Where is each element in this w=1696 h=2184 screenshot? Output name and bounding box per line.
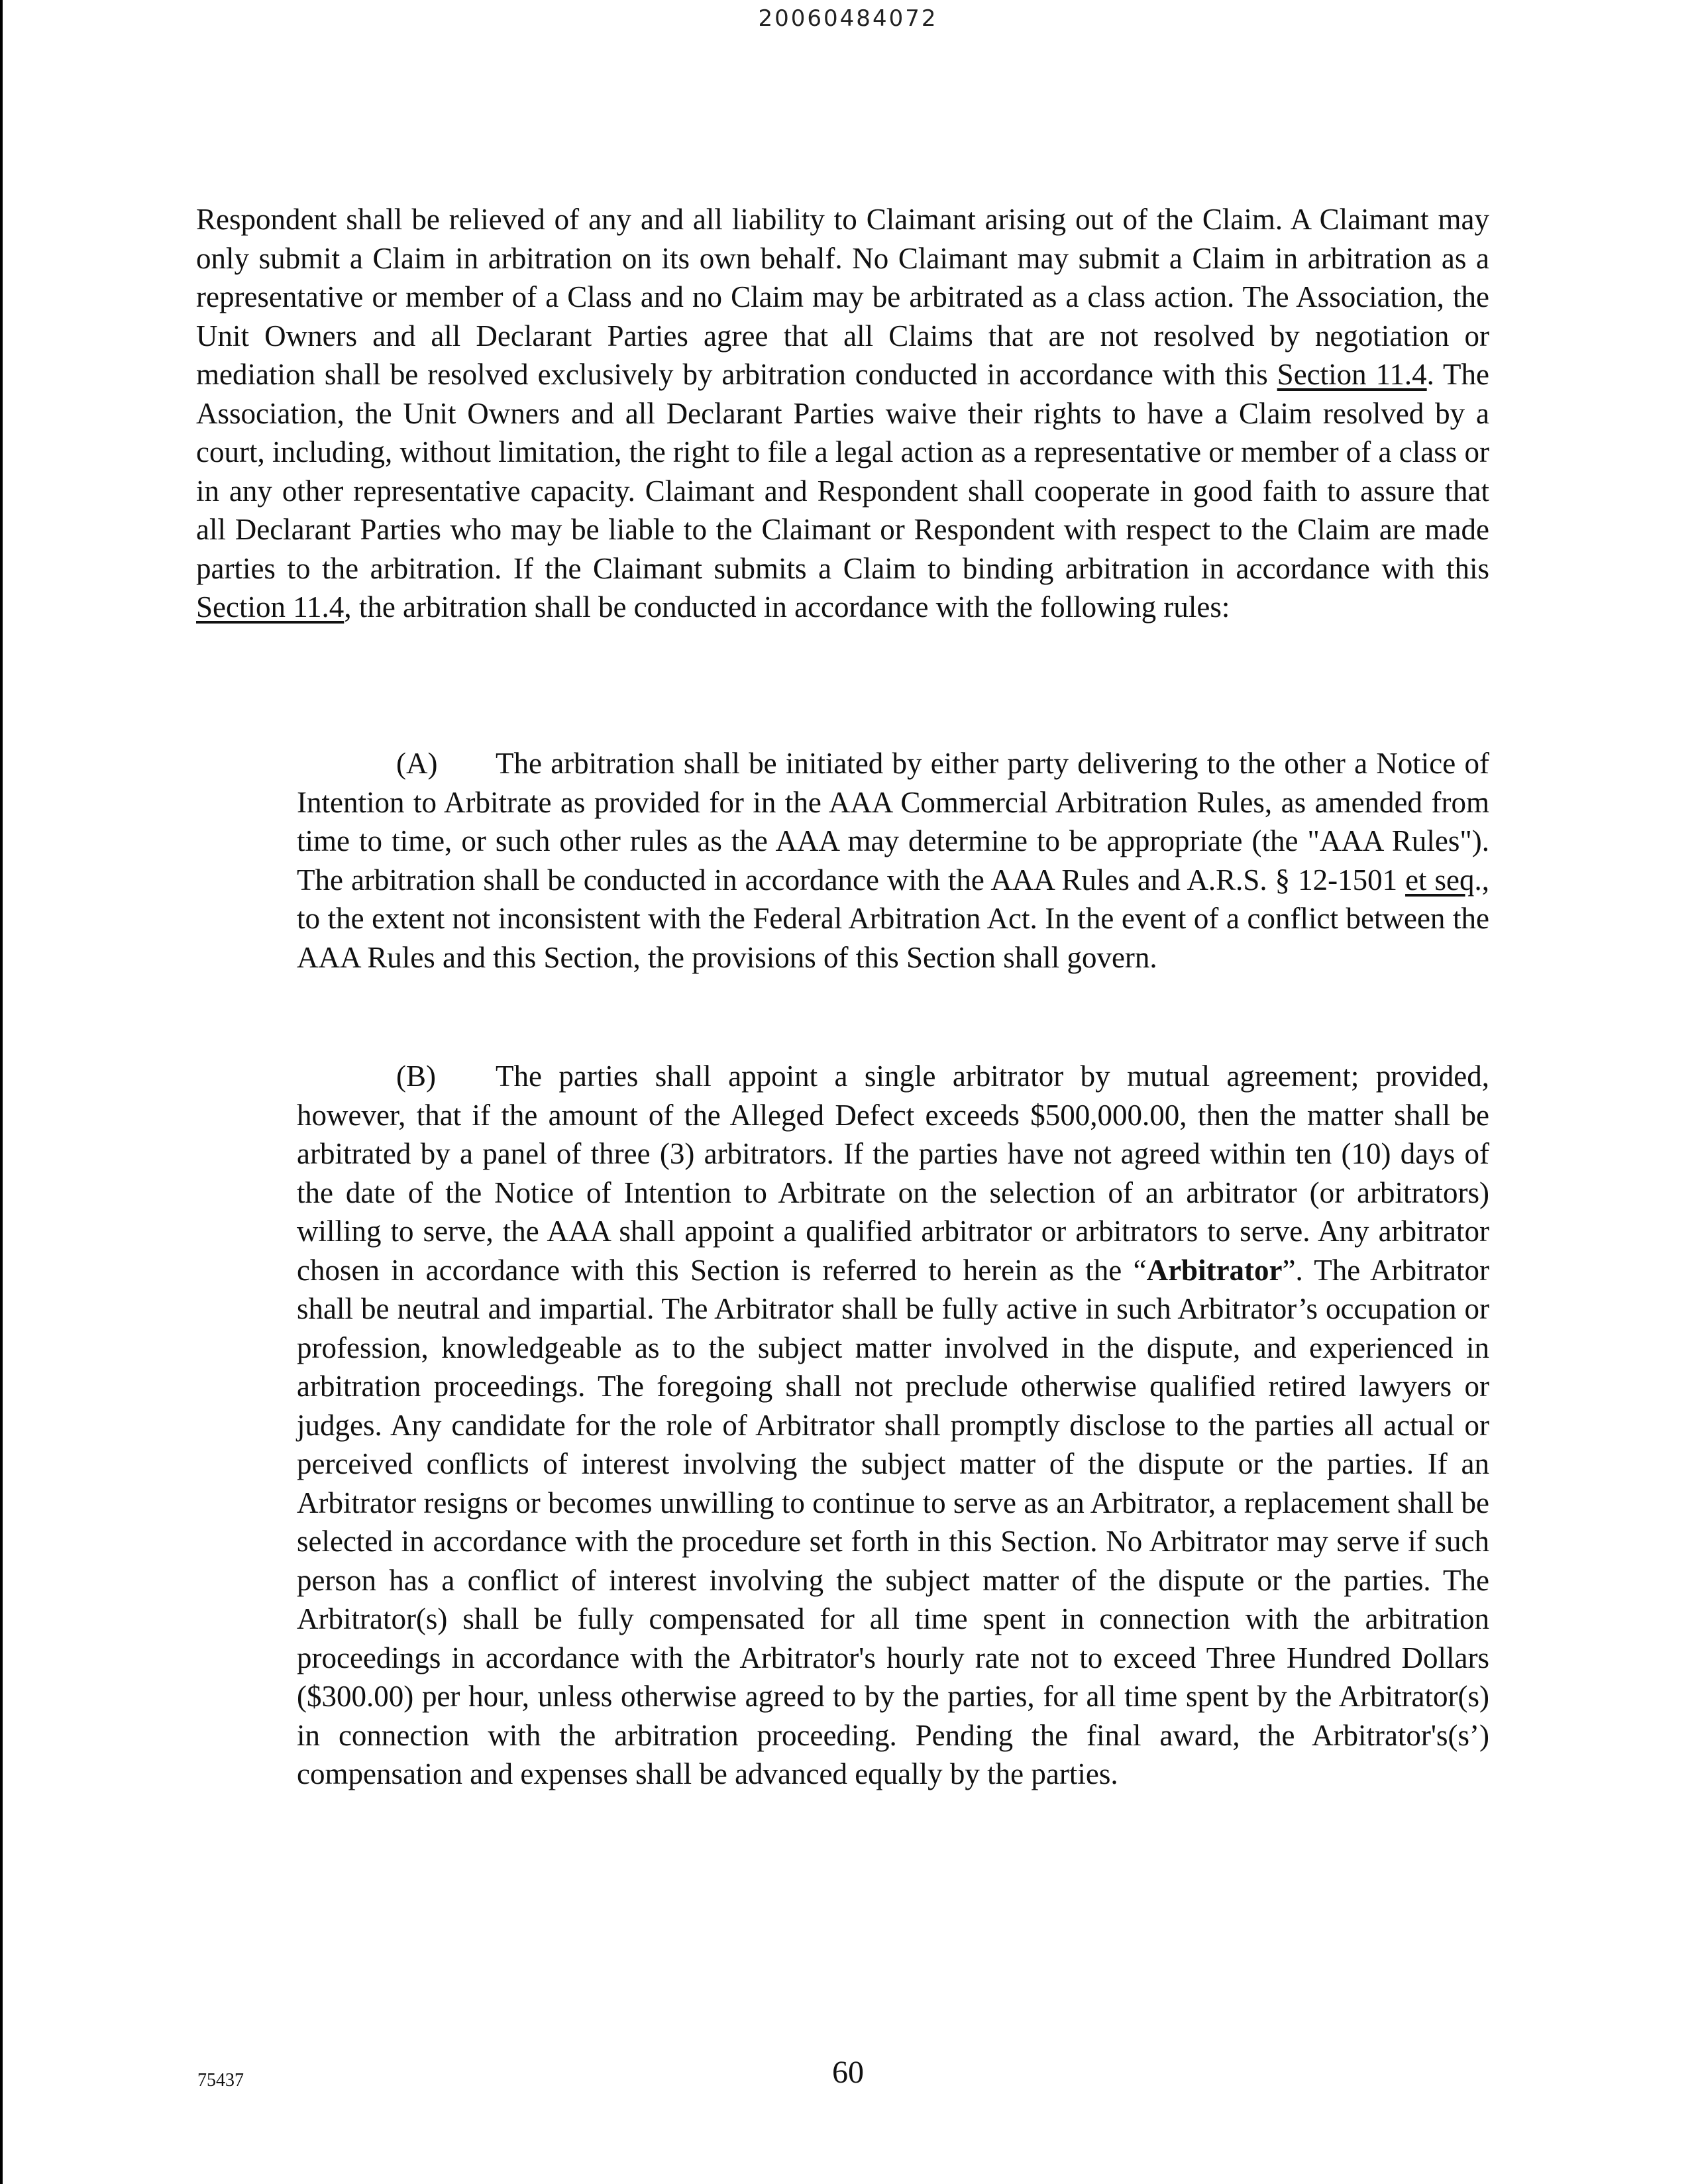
clause-b-paragraph [297, 1057, 1489, 1794]
clause-a-text-2: ., to the extent not inconsistent with the Federal Arbitration Act. In the event of a conflict between the AAA Rules and this Section, the provisions of this Section shall govern. [297, 863, 1490, 974]
page-edge-rule [0, 0, 3, 2184]
clause-b-text-2: ”. The Arbitrator shall be neutral and impartial. The Arbitrator shall be fully active in such Arbitrator’s occupation or profession, knowledgeable as to the subject matter involved in the dispute, and experienced in arbitration proceedings. The foregoing shall not preclude otherwise qualified retired lawyers or judges. Any candidate for the role of Arbitrator shall promptly disclose to the parties all actual or perceived conflicts of interest involving the subject matter of the dispute or the parties. If an Arbitrator resigns or becomes unwilling to continue to serve as an Arbitrator, a replacement shall be selected in accordance with the procedure set forth in this Section. No Arbitrator may serve if such person has a conflict of interest involving the subject matter of the dispute or the parties. The Arbitrator(s) shall be fully compensated for all time spent in connection with the arbitration proceedings in accordance with the Arbitrator's hourly rate not to exceed Three Hundred Dollars ($300.00) per hour, unless otherwise agreed to by the parties, for all time spent by the Arbitrator(s) in connection with the arbitration proceeding. Pending the final award, the Arbitrator's(s’) compensation and expenses shall be advanced equally by the parties. [297, 1253, 1489, 1790]
et-seq-citation: et seq [1405, 863, 1475, 897]
clause-a-paragraph [297, 744, 1489, 977]
document-number: 20060484072 [758, 5, 938, 32]
clause-a-text-1: The arbitration shall be initiated by either party delivering to the other a Notice of Intention to Arbitrate as provided for in the AAA Commercial Arbitration Rules, as amended from time to time, or such other rules as the AAA may determine to be appropriate (the "AAA Rules"). The arbitration shall be conducted in accordance with the AAA Rules and A.R.S. § 12-1501 [297, 747, 1489, 897]
clause-b-label: (B) [396, 1060, 436, 1093]
clause-b-text-1: The parties shall appoint a single arbitrator by mutual agreement; provided, however, that if the amount of the Alleged Defect exceeds $500,000.00, then the matter shall be arbitrated by a panel of three (3) arbitrators. If the parties have not agreed within ten (10) days of the date of the Notice of Intention to Arbitrate on the selection of an arbitrator (or arbitrators) willing to serve, the AAA shall appoint a qualified arbitrator or arbitrators to serve. Any arbitrator chosen in accordance with this Section is referred to herein as the “ [297, 1060, 1489, 1287]
intro-text-3: , the arbitration shall be conducted in accordance with the following rules: [344, 590, 1230, 624]
footer-document-code: 75437 [197, 2070, 244, 2091]
clause-a-label: (A) [396, 747, 438, 780]
page-number: 60 [832, 2055, 864, 2090]
section-reference: Section 11.4 [196, 590, 344, 624]
intro-text-1: Respondent shall be relieved of any and all liability to Claimant arising out of the Claim. A Claimant may only submit a Claim in arbitration on its own behalf. No Claimant may submit a Claim in arbitration as a representative or member of a Class and no Claim may be arbitrated as a class action. The Association, the Unit Owners and all Declarant Parties agree that all Claims that are not resolved by negotiation or mediation shall be resolved exclusively by arbitration conducted in accordance with this [196, 203, 1489, 391]
section-reference: Section 11.4 [1277, 358, 1427, 391]
intro-paragraph [196, 200, 1489, 627]
defined-term-arbitrator: Arbitrator [1146, 1253, 1283, 1287]
intro-text-2: . The Association, the Unit Owners and all Declarant Parties waive their rights to have a Claim resolved by a court, including, without limitation, the right to file a legal action as a representative or member of a class or in any other representative capacity. Claimant and Respondent shall cooperate in good faith to assure that all Declarant Parties who may be liable to the Claimant or Respondent with respect to the Claim are made parties to the arbitration. If the Claimant submits a Claim to binding arbitration in accordance with this [196, 358, 1490, 585]
